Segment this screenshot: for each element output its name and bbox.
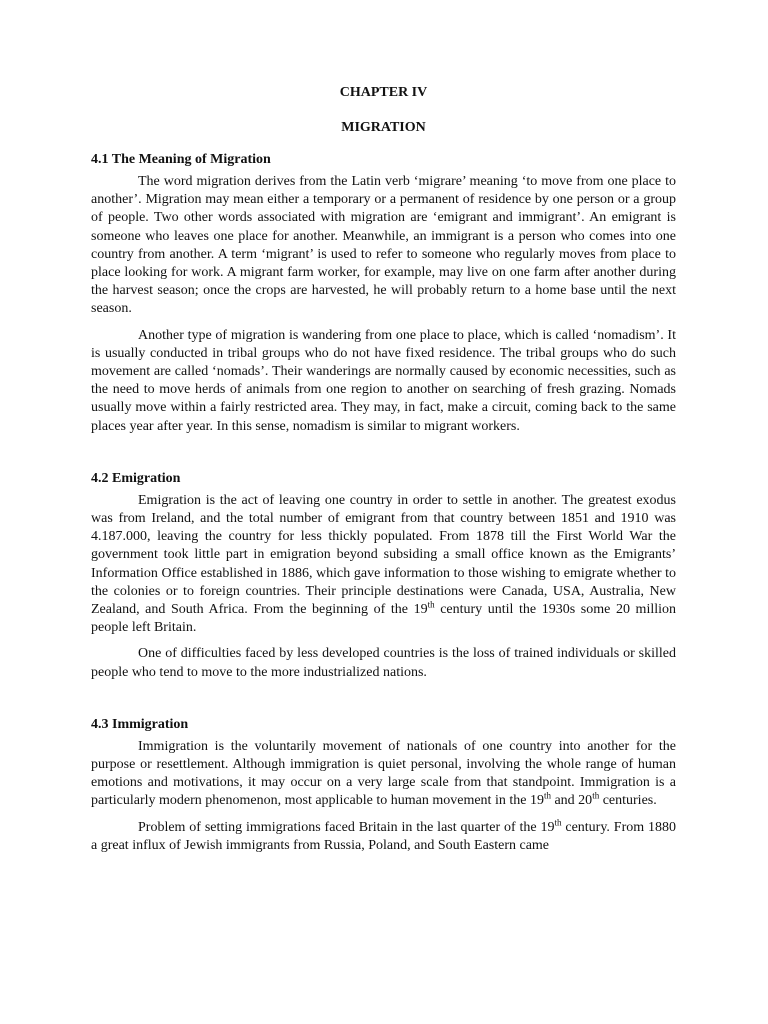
paragraph-immigration-britain <box>91 819 676 855</box>
section-spacer <box>91 690 676 716</box>
ordinal-suffix: th <box>543 790 551 801</box>
paragraph-text: Emigration is the act of leaving one country in order to settle in another. The greatest exodus was from Ireland, and the total number of emigrant from that country between 1851 and 1910 was 4.187.000, leaving the country for less thickly populated. From 1878 till the First World War the government took little part in emigration beyond subsiding a small office known as the Emigrants’ Information Office established in 1886, which gave information to those wishing to emigrate whether to the colonies or to foreign countries. Their principle destinations were Canada, USA, Australia, New Zealand, and South Africa. From the beginning of the 19 <box>91 492 676 618</box>
ordinal-suffix: th <box>554 817 562 828</box>
paragraph-text: and 20 <box>550 793 593 809</box>
ordinal-suffix: th <box>427 599 435 610</box>
section-spacer <box>91 444 676 470</box>
paragraph-nomadism: Another type of migration is wandering from one place to place, which is called ‘nomadism’. It is usually conducted in tribal groups who do not have fixed residence. The tribal groups who do such movement are called ‘nomads’. Their wanderings are normally caused by economic necessities, such as the need to move herds of animals from one region to another on searching of fresh grazing. Nomads usually move within a fairly restricted area. They may, in fact, make a circuit, coming back to the same places year after year. In this sense, nomadism is similar to migrant workers. <box>91 327 676 434</box>
paragraph-immigration-definition <box>91 738 676 811</box>
section-heading-emigration: 4.2 Emigration <box>91 470 181 486</box>
chapter-title: MIGRATION <box>341 120 426 135</box>
ordinal-suffix: th <box>592 790 600 801</box>
paragraph-emigration-history <box>91 492 676 638</box>
paragraph-text: century until the 1930s some 20 million people left Britain. <box>91 602 677 636</box>
section-heading-immigration: 4.3 Immigration <box>91 716 189 732</box>
paragraph-migration-definition: The word migration derives from the Latin verb ‘migrare’ meaning ‘to move from one place to another’. Migration may mean either a temporary or a permanent of residence by one person or a group of people. Two other words associated with migration are ‘emigrant and immigrant’. An emigrant is someone who leaves one place for another. Meanwhile, an immigrant is a person who comes into one country from another. A term ‘migrant’ is used to refer to someone who regularly moves from place to place looking for work. A migrant farm worker, for example, may live on one farm after another during the harvest season; once the crops are harvested, he will probably return to a home base until the next season. <box>91 174 676 317</box>
paragraph-text: century. From 1880 a great influx of Jewish immigrants from Russia, Poland, and South Eastern came <box>91 819 676 853</box>
chapter-label: CHAPTER IV <box>339 85 428 100</box>
paragraph-text: centuries. <box>599 793 657 809</box>
paragraph-brain-drain: One of difficulties faced by less developed countries is the loss of trained individuals or skilled people who tend to move to the more industrialized nations. <box>91 646 676 680</box>
paragraph-text: Immigration is the voluntarily movement of nationals of one country into another for the purpose or resettlement. Although immigration is quiet personal, involving the whole range of human emotions and motivations, it may occur on a very large scale from that standpoint. Immigration is a particularly modern phenomenon, most applicable to human movement in the 19 <box>91 738 676 809</box>
section-heading-meaning: 4.1 The Meaning of Migration <box>91 152 271 167</box>
document-page <box>91 84 676 863</box>
paragraph-text: Problem of setting immigrations faced Britain in the last quarter of the 19 <box>138 819 555 835</box>
